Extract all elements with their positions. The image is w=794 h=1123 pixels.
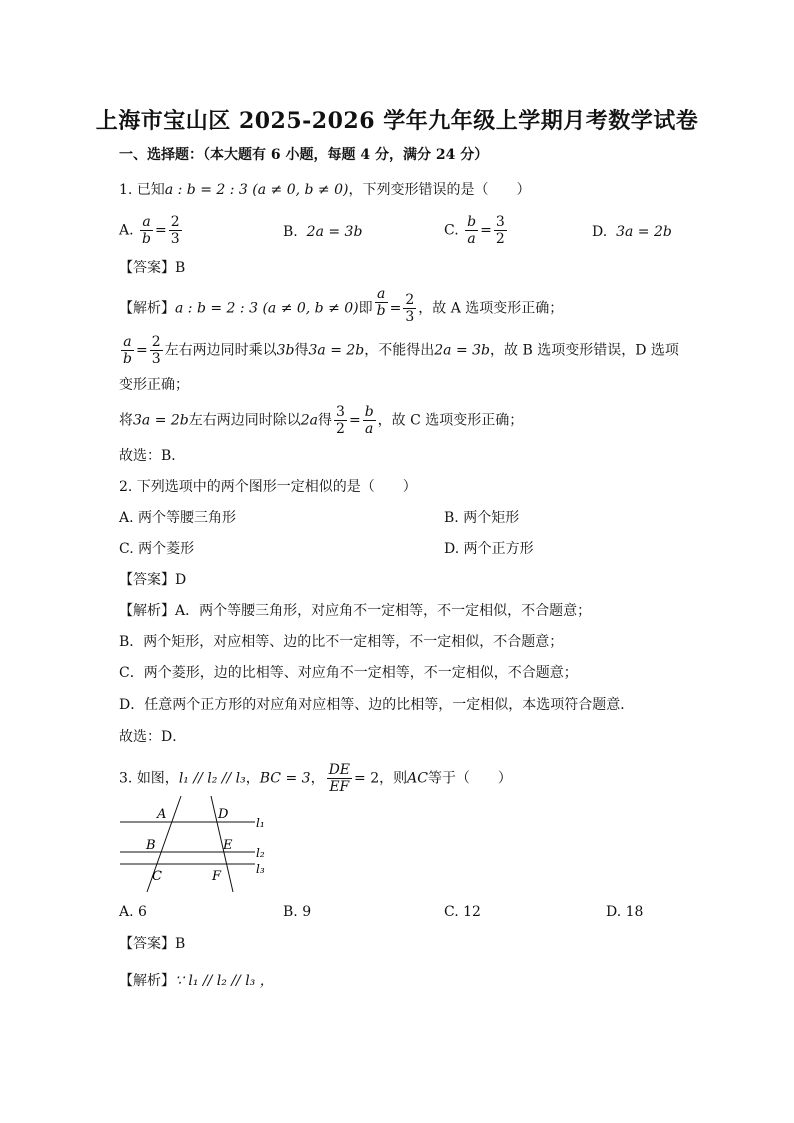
point-f-label: F (212, 869, 222, 884)
section-heading: 一、选择题：（本大题有 6 小题，每题 4 分，满分 24 分） (119, 147, 489, 163)
point-c-label: C (152, 869, 162, 884)
q2-option-c: C. 两个菱形 (119, 541, 195, 557)
q1-explanation-1: 【解析】a : b = 2 : 3 (a ≠ 0, b ≠ 0)即 $\frac{a}{b}$ = $\frac{2}{3}$ ，故 A 选项变形正确； (119, 286, 564, 325)
point-a-label: A (157, 807, 167, 822)
q1-explanation-3: 变形正确； (119, 377, 189, 393)
q2-stem: 2. 下列选项中的两个图形一定相似的是（ ） (119, 479, 417, 495)
q2-explanation-c: C．两个菱形，边的比相等、对应角不一定相等，不一定相似，不合题意； (119, 665, 578, 681)
q1-conclusion: 故选：B． (119, 448, 186, 464)
q1-option-a: A. $\frac{a}{b}$ = $\frac{2}{3}$ (119, 214, 180, 247)
q1-stem-pre: 已知 (136, 182, 165, 198)
q1-stem-math: a : b = 2 : 3 (a ≠ 0, b ≠ 0) (164, 182, 349, 198)
q2-explanation-d: D．任意两个正方形的对应角对应相等、边的比相等，一定相似，本选项符合题意． (119, 697, 635, 713)
q3-option-a: A. 6 (119, 904, 147, 920)
q3-figure (115, 792, 275, 896)
line-l1-label: l₁ (256, 816, 265, 830)
q3-option-c: C. 12 (444, 904, 481, 920)
q2-conclusion: 故选：D． (119, 729, 187, 745)
q1-stem (119, 180, 530, 200)
q3-option-b: B. 9 (283, 904, 312, 920)
q3-option-d: D. 18 (606, 904, 644, 920)
q1-answer: 【答案】B (119, 260, 186, 276)
q1-option-b: B. 2a = 3b (283, 224, 363, 240)
q2-option-b: B. 两个矩形 (444, 510, 520, 526)
q1-stem-post: ，下列变形错误的是（ ） (348, 182, 531, 198)
q3-stem: 3. 如图，l₁ // l₂ // l₃，BC = 3， $\frac{DE}{EF}$ = 2，则AC等于（ ） (119, 762, 512, 795)
q2-explanation-a: 【解析】A．两个等腰三角形，对应角不一定相等，不一定相似，不合题意； (119, 603, 592, 619)
q2-explanation-b: B．两个矩形，对应相等、边的比不一定相等，不一定相似，不合题意； (119, 634, 564, 650)
point-b-label: B (146, 838, 156, 853)
q3-answer: 【答案】B (119, 936, 186, 952)
point-d-label: D (218, 807, 229, 822)
q1-option-d: D. 3a = 2b (592, 224, 672, 240)
q3-explanation-1: 【解析】∵ l₁ // l₂ // l₃ ， (119, 973, 274, 989)
q1-explanation-4: 将3a = 2b左右两边同时除以2a得 $\frac{3}{2}$ = $\frac{b}{a}$ ，故 C 选项变形正确； (119, 404, 524, 437)
q1-explanation-2: $\frac{a}{b}$ = $\frac{2}{3}$ 左右两边同时乘以3b得3a = 2b，不能得出2a = 3b，故 B 选项变形错误，D 选项 (123, 334, 679, 367)
line-l2-label: l₂ (256, 846, 265, 860)
q2-option-d: D. 两个正方形 (444, 541, 534, 557)
line-l3-label: l₃ (256, 862, 265, 876)
q2-option-a: A. 两个等腰三角形 (119, 510, 237, 526)
page-title: 上海市宝山区 2025-2026 学年九年级上学期月考数学试卷 (95, 108, 699, 134)
q2-answer: 【答案】D (119, 572, 187, 588)
point-e-label: E (223, 838, 233, 853)
q1-option-c: C. $\frac{b}{a}$ = $\frac{3}{2}$ (444, 214, 505, 247)
q1-number: 1. (119, 182, 133, 198)
